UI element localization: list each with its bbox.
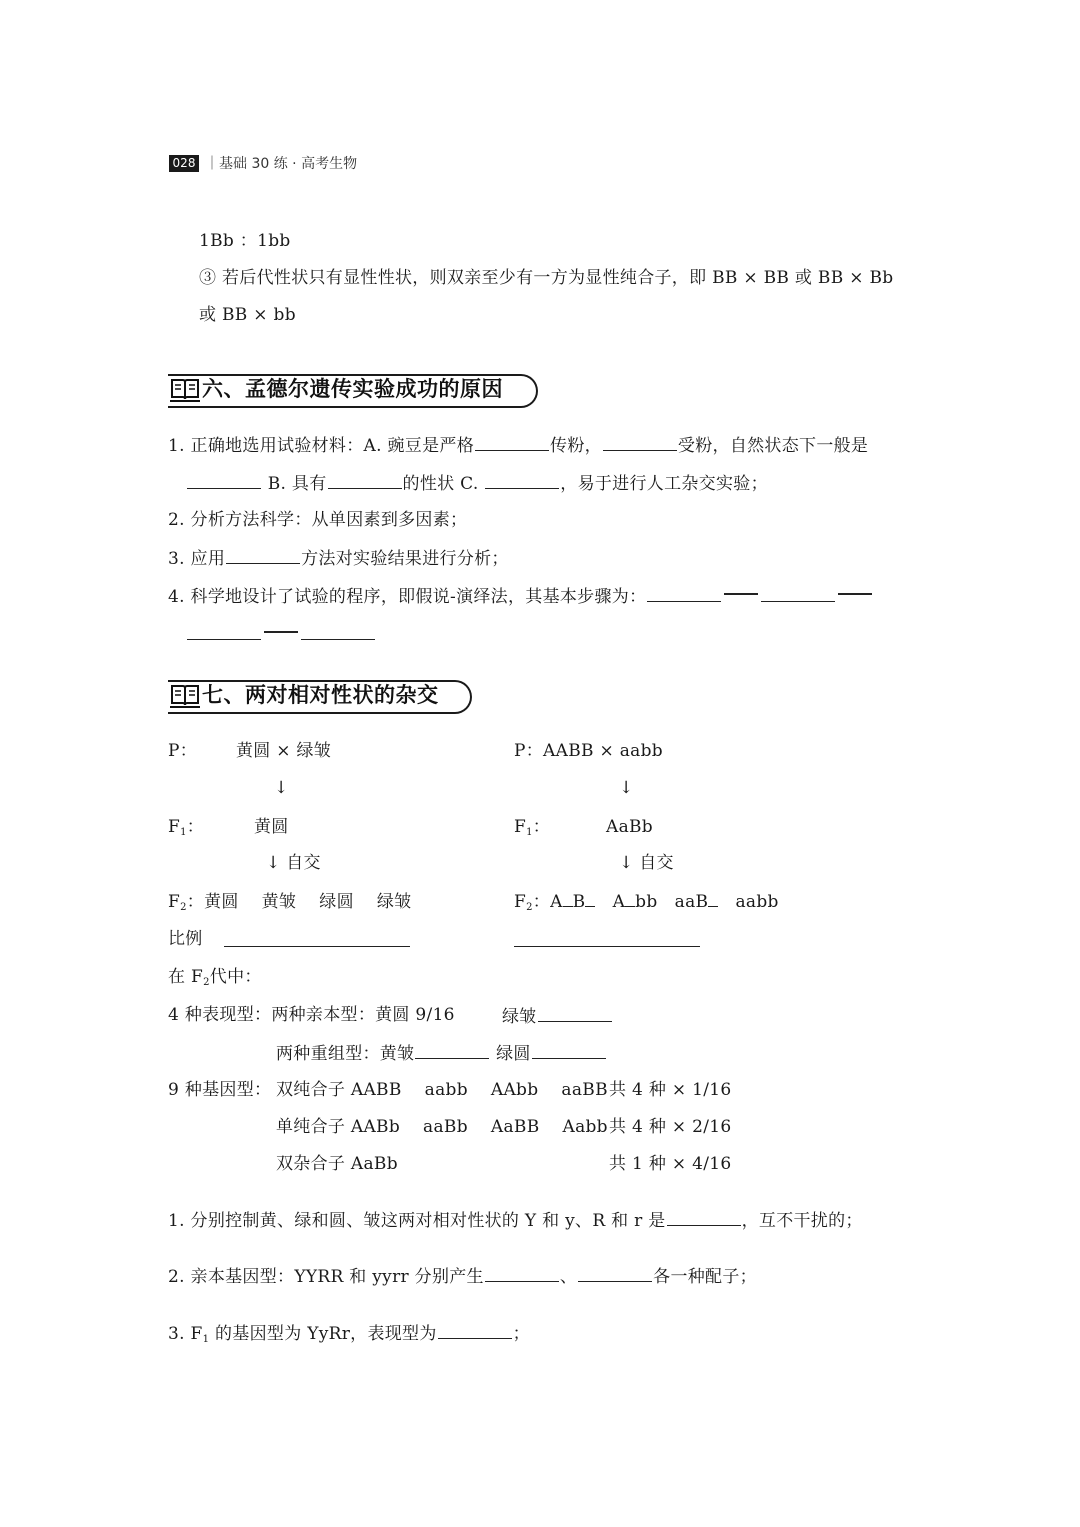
right-arrow-2: ↓ 自交 <box>619 853 674 873</box>
f1-colon: ： <box>186 817 205 837</box>
in-f2-a: 在 F <box>168 967 204 987</box>
answer-blank[interactable] <box>226 545 300 564</box>
intro-line-2: ③ 若后代性状只有显性性状，则双亲至少有一方为显性纯合子，即 BB × BB 或 BB × Bb <box>199 268 894 288</box>
s6-item-4-line-2 <box>186 621 376 647</box>
f2-letter: F <box>514 892 527 912</box>
question-2 <box>168 1263 757 1289</box>
ratio-label: 比例 <box>168 929 203 949</box>
genotype-bb: bb <box>635 892 658 912</box>
right-arrow-1: ↓ <box>619 778 634 798</box>
q2-end: 各一种配子； <box>653 1267 757 1287</box>
q2-sep: 、 <box>559 1267 578 1287</box>
f1-subscript: 1 <box>526 827 533 838</box>
s6-item3-b: 方法对实验结果进行分析； <box>301 549 509 569</box>
answer-blank[interactable] <box>647 583 721 602</box>
phenotype-recombinant <box>276 1040 607 1066</box>
answer-blank[interactable] <box>538 1003 612 1022</box>
in-f2-subscript: 2 <box>203 977 210 988</box>
f1-subscript: 1 <box>180 827 187 838</box>
running-header: ｜基础 30 练 · 高考生物 <box>205 156 358 172</box>
s6-item1-a: 1. 正确地选用试验材料：A. 豌豆是严格 <box>168 436 475 456</box>
answer-blank[interactable] <box>475 432 549 451</box>
answer-blank[interactable] <box>187 470 261 489</box>
intro-line-3: 或 BB × bb <box>199 305 296 325</box>
right-f1-value: AaBb <box>606 817 653 837</box>
q3-subscript: 1 <box>202 1334 210 1345</box>
f2-subscript: 2 <box>526 902 533 913</box>
answer-blank[interactable] <box>328 470 402 489</box>
f1-letter: F <box>514 817 527 837</box>
page-number: 028 <box>169 155 199 172</box>
answer-blank[interactable] <box>532 1040 606 1059</box>
left-arrow-1: ↓ <box>274 778 289 798</box>
answer-blank[interactable] <box>301 621 375 640</box>
q1-text: 1. 分别控制黄、绿和圆、皱这两对相对性状的 Y 和 y、R 和 r 是 <box>168 1211 666 1231</box>
right-f2-row <box>514 890 779 920</box>
section-6-heading <box>168 374 540 408</box>
s6-item1-b: 传粉， <box>550 436 602 456</box>
genotype-row-2: 单纯合子 AABb aaBb AaBB Aabb <box>276 1117 608 1137</box>
answer-blank[interactable] <box>438 1320 512 1339</box>
answer-blank[interactable] <box>761 583 835 602</box>
genotype-aabb: aabb <box>735 892 779 912</box>
s6-item-1-line-2 <box>186 470 768 496</box>
left-p-value: 黄圆 × 绿皱 <box>236 741 332 761</box>
genotype-row-1-count: 共 4 种 × 1/16 <box>609 1080 732 1100</box>
right-p-value: P：AABB × aabb <box>514 741 663 761</box>
f2-letter: F <box>168 892 181 912</box>
section-7-title: 七、两对相对性状的杂交 <box>202 683 439 707</box>
underscore <box>585 892 595 907</box>
q1-end: ，互不干扰的； <box>741 1211 863 1231</box>
s6-item4: 4. 科学地设计了试验的程序，即假说-演绎法，其基本步骤为： <box>168 587 647 607</box>
book-icon <box>170 682 200 708</box>
s6-item3-a: 3. 应用 <box>168 549 226 569</box>
genotype-row-3-count: 共 1 种 × 4/16 <box>609 1154 732 1174</box>
s6-item1-f: ，易于进行人工杂交实验； <box>560 474 768 494</box>
s6-item-2: 2. 分析方法科学：从单因素到多因素； <box>168 510 468 530</box>
genotype-row-3: 双杂合子 AaBb <box>276 1154 398 1174</box>
answer-blank[interactable] <box>603 432 677 451</box>
s6-item-3 <box>168 545 509 571</box>
f1-letter: F <box>168 817 181 837</box>
section-7-heading <box>168 680 474 714</box>
f2-phenotypes: ：黄圆 黄皱 绿圆 绿皱 <box>186 892 412 912</box>
genotype-b: B <box>572 892 586 912</box>
s6-item-1-line-1 <box>168 432 868 458</box>
genotype-a-b: ：A <box>532 892 563 912</box>
underscore <box>625 892 635 907</box>
genotype-a-bb: A <box>612 892 626 912</box>
q3-end: ； <box>512 1324 530 1344</box>
phenotype-green-wrinkled <box>502 1003 613 1029</box>
step-dash <box>264 631 298 633</box>
recombinant-label: 两种重组型：黄皱 <box>276 1044 415 1064</box>
left-arrow-2: ↓ 自交 <box>266 853 321 873</box>
answer-blank[interactable] <box>485 1263 559 1282</box>
left-f1-value: 黄圆 <box>254 817 289 837</box>
answer-blank[interactable] <box>578 1263 652 1282</box>
section-6-title: 六、孟德尔遗传实验成功的原因 <box>202 377 503 401</box>
s6-item1-e: 的性状 C. <box>402 474 479 494</box>
q3-mid: 的基因型为 YyRr，表现型为 <box>209 1324 437 1344</box>
step-dash <box>838 593 872 595</box>
ratio-answer-line-left[interactable] <box>224 946 410 947</box>
s6-item1-d: B. 具有 <box>267 474 327 494</box>
answer-blank[interactable] <box>415 1040 489 1059</box>
q2-text: 2. 亲本基因型：YYRR 和 yyrr 分别产生 <box>168 1267 484 1287</box>
in-f2-label <box>168 965 262 995</box>
genotype-aab: aaB <box>674 892 709 912</box>
answer-blank[interactable] <box>187 621 261 640</box>
answer-blank[interactable] <box>667 1207 741 1226</box>
genotype-row-2-count: 共 4 种 × 2/16 <box>609 1117 732 1137</box>
intro-line-1: 1Bb ：1bb <box>199 231 291 251</box>
phenotype-parental: 4 种表现型：两种亲本型：黄圆 9/16 <box>168 1005 455 1025</box>
underscore <box>708 892 718 907</box>
left-p-label: P： <box>168 741 198 761</box>
f1-colon: ： <box>532 817 551 837</box>
book-icon <box>170 376 200 402</box>
ratio-answer-line-right[interactable] <box>514 946 700 947</box>
question-1 <box>168 1207 863 1233</box>
green-wrinkled-label: 绿皱 <box>502 1007 537 1027</box>
question-3 <box>168 1320 530 1352</box>
left-f2-row <box>168 890 412 920</box>
genotype-row-1: 双纯合子 AABB aabb AAbb aaBB <box>276 1080 608 1100</box>
step-dash <box>724 593 758 595</box>
in-f2-b: 代中： <box>209 967 262 987</box>
genotype-label: 9 种基因型： <box>168 1080 272 1100</box>
underscore <box>563 892 573 907</box>
right-f1-label <box>514 815 550 845</box>
f2-subscript: 2 <box>180 902 187 913</box>
s6-item1-c: 受粉，自然状态下一般是 <box>677 436 869 456</box>
left-f1-label <box>168 815 204 845</box>
s6-item-4 <box>168 583 874 609</box>
green-round-label: 绿圆 <box>496 1044 531 1064</box>
answer-blank[interactable] <box>485 470 559 489</box>
q3-text: 3. F <box>168 1324 203 1344</box>
